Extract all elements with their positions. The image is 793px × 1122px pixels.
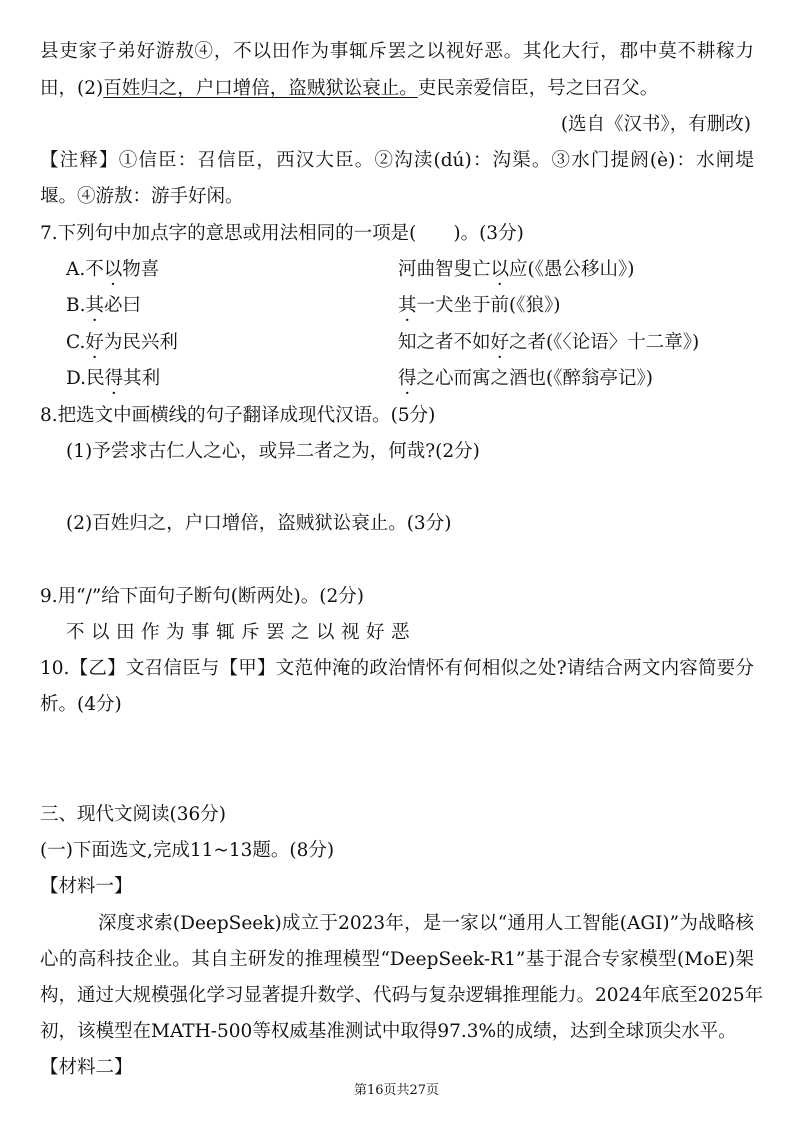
option-text: 为民兴利 (103, 332, 178, 353)
passage-line: 县吏家子弟好游敖④，不以田作为事辄斥罢之以视好恶。其化大行，郡中莫不耕稼力 (40, 41, 754, 62)
question-10-stem-cont: 析。(4分) (40, 694, 122, 715)
option-label: C. (66, 332, 86, 353)
passage-text: 吏民亲爱信臣，号之曰召父。 (417, 78, 659, 99)
option-label: D. (66, 368, 87, 389)
option-c-compare (398, 331, 699, 355)
option-text: 之心而寓之酒也(《醉翁亭记》) (416, 368, 653, 389)
option-d (66, 367, 160, 391)
question-9-sentence: 不以田作为事辄斥罢之以视好恶 (66, 622, 417, 643)
section-intro: (一)下面选文,完成11~13题。(8分) (40, 840, 335, 861)
question-7-stem: 7.下列句中加点字的意思或用法相同的一项是( )。(3分) (40, 223, 524, 244)
option-text: 之者(《〈论语〉十二章》) (509, 332, 700, 353)
option-text: 应(《愚公移山》) (509, 259, 635, 280)
option-a (66, 258, 159, 282)
page-number: 第16页共27页 (353, 1083, 440, 1098)
option-label: B. (66, 295, 86, 316)
option-b-compare (398, 294, 560, 318)
option-b (66, 294, 141, 318)
material-1-paragraph: 深度求索(DeepSeek)成立于2023年，是一家以“通用人工智能(AGI)”为战略核 (98, 913, 754, 934)
option-label: A. (66, 259, 86, 280)
notes-line: 堰。④游敖：游手好闲。 (40, 186, 244, 207)
material-1-paragraph: 初，该模型在MATH-500等权威基准测试中取得97.3%的成绩，达到全球顶尖水平。 (40, 1021, 737, 1042)
material-1-paragraph: 构，通过大规模强化学习显著提升数学、代码与复杂逻辑推理能力。2024年底至2025年 (40, 985, 764, 1006)
dotted-char: 以 (103, 259, 123, 280)
question-8-stem: 8.把选文中画横线的句子翻译成现代汉语。(5分) (40, 405, 436, 426)
dotted-char: 其 (85, 295, 104, 316)
option-text: 民 (86, 368, 105, 389)
question-9-stem: 9.用“/”给下面句子断句(断两处)。(2分) (40, 586, 364, 607)
option-text: 河曲智叟亡 (398, 259, 491, 280)
notes-line: 【注释】①信臣：召信臣，西汉大臣。②沟渎(dú)：沟渠。③水门提阏(è)：水闸堤 (40, 150, 754, 171)
dotted-char: 好 (490, 332, 510, 353)
dotted-char: 得 (398, 368, 417, 389)
option-text: 物喜 (122, 259, 160, 280)
dotted-char: 好 (85, 332, 104, 353)
question-8-sub2: (2)百姓归之，户口增倍，盗贼狱讼衰止。(3分) (66, 513, 452, 534)
option-text: 必曰 (104, 295, 142, 316)
material-1-paragraph: 心的高科技企业。其自主研发的推理模型“DeepSeek-R1”基于混合专家模型(MoE)架 (40, 949, 754, 970)
dotted-char: 以 (490, 259, 510, 280)
passage-line (40, 77, 658, 101)
dotted-char: 得 (104, 368, 124, 389)
option-text: 一犬坐于前(《狼》) (416, 295, 561, 316)
option-a-compare (398, 258, 634, 282)
question-10-stem: 10.【乙】文召信臣与【甲】文范仲淹的政治情怀有何相似之处?请结合两文内容简要分 (40, 658, 754, 679)
material-1-title: 【材料一】 (40, 876, 133, 897)
option-d-compare (398, 367, 653, 391)
option-text: 知之者不如 (398, 332, 491, 353)
option-text: 其利 (123, 368, 161, 389)
dotted-char: 其 (398, 295, 417, 316)
passage-text: 田，(2) (40, 78, 104, 99)
source-citation: (选自《汉书》，有删改) (560, 114, 751, 135)
underlined-sentence: 百姓归之，户口增倍，盗贼狱讼衰止。 (103, 78, 418, 99)
option-c (66, 331, 178, 355)
question-8-sub1: (1)予尝求古仁人之心，或异二者之为，何哉?(2分) (66, 441, 480, 462)
section-title: 三、现代文阅读(36分) (40, 804, 226, 825)
option-text: 不 (85, 259, 104, 280)
material-2-title: 【材料二】 (40, 1057, 133, 1078)
